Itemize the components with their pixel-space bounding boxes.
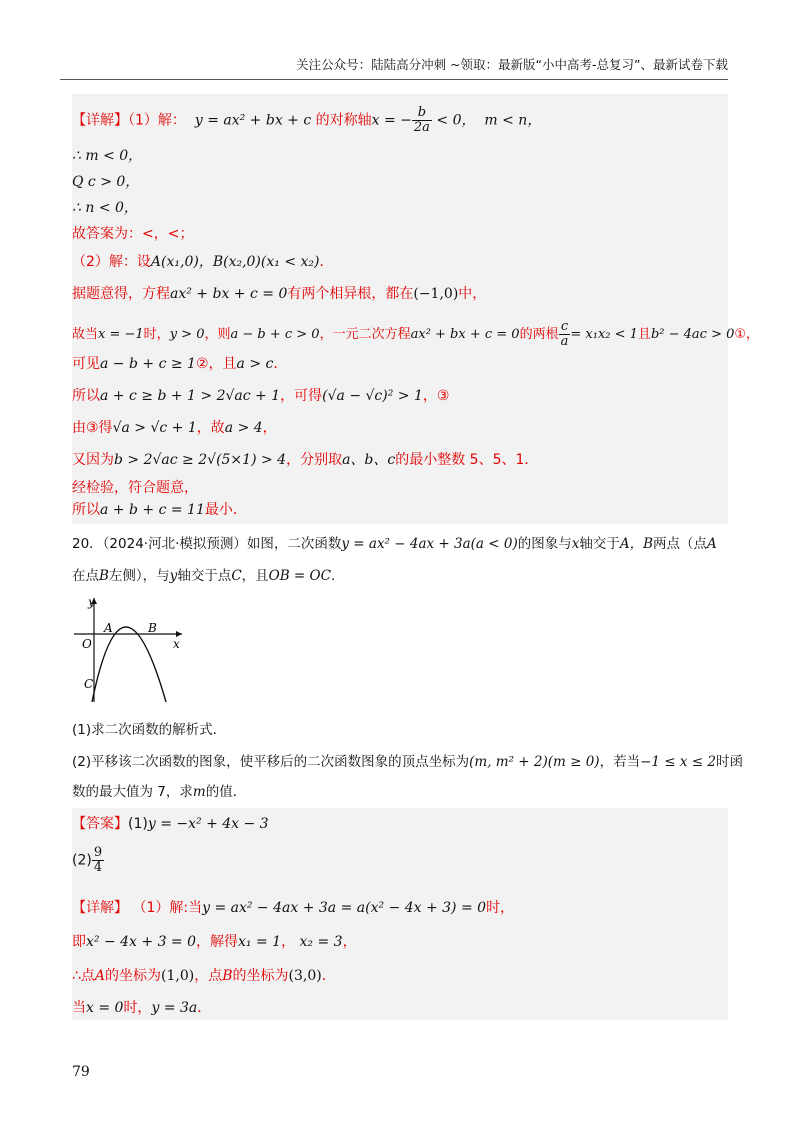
sol2-line-1: 【详解】 （1）解:当y = ax² − 4ax + 3a = a(x² − 4x + 3) = 0时， [72,900,515,916]
graph-label-x: x [173,637,180,651]
sol1-line-11: 由③得√a > √c + 1，故a > 4， [72,420,277,436]
sol1-line-6: （2）解：设A(x₁,0)，B(x₂,0)(x₁ < x₂)． [72,254,334,270]
parabola-graph [70,594,190,706]
graph-label-a: A [104,621,113,635]
sol1-line-9: 可见a − b + c ≥ 1②，且a > c． [72,356,288,372]
graph-label-y: y [88,595,95,609]
graph-label-o: O [82,637,92,651]
sol1-line-14: 所以a + b + c = 11最小． [72,502,247,518]
answer-line-1: 【答案】(1)y = −x² + 4x − 3 [72,816,269,832]
sol1-line-2: ∴ m < 0， [72,148,143,164]
sol1-line-12: 又因为b > 2√ac ≥ 2√(5×1) > 4，分别取a、b、c的最小整数 5、5、1． [72,452,539,468]
sol1-line-5: 故答案为：<，<； [72,226,194,242]
graph-label-b: B [148,621,157,635]
sol2-line-2: 即x² − 4x + 3 = 0，解得x₁ = 1， x₂ = 3， [72,934,357,950]
graph-label-c: C [84,677,94,691]
sol1-line-13: 经检验，符合题意， [72,480,198,496]
parabola-curve [92,627,166,702]
sol1-line-10: 所以a + c ≥ b + 1 > 2√ac + 1，可得(√a − √c)² > 1，③ [72,388,450,404]
part-1: (1)求二次函数的解析式． [72,722,227,738]
sol1-line-8: 故当x = −1时，y > 0，则a − b + c > 0，一元二次方程ax² + bx + c = 0的两根 $\frac{c}{a}$ = x₁x₂ < 1且b² − 4ac > 0①， [72,319,760,349]
question-20-line-2: 在点B左侧），与y轴交于点C，且OB = OC． [72,568,345,584]
sol1-line-1: 【详解】（1）解： y = ax² + bx + c 的对称轴x = − $\frac{b}{2a}$ < 0， m < n， [72,105,542,135]
question-20-line-1: 20．（2024·河北·模拟预测）如图，二次函数y = ax² − 4ax + 3a(a < 0)的图象与x轴交于A，B两点（点A [72,536,717,552]
sol1-line-3: Q c > 0， [72,174,140,190]
sol1-line-7: 据题意得，方程ax² + bx + c = 0有两个相异根，都在(−1,0)中， [72,286,487,302]
page-header: 关注公众号：陆陆高分冲刺 ~领取：最新版“小中高考-总复习”、最新试卷下载 [60,55,728,80]
page-number: 79 [72,1064,90,1080]
part-2-line-2: 数的最大值为 7，求m的值． [72,784,247,800]
sol1-line-4: ∴ n < 0， [72,200,138,216]
answer-line-2: (2) $\frac{9}{4}$ [72,845,103,875]
sol2-line-4: 当x = 0时，y = 3a． [72,1000,212,1016]
sol2-line-3: ∴点A的坐标为(1,0)，点B的坐标为(3,0)． [72,968,336,984]
part-2-line-1: (2)平移该二次函数的图象，使平移后的二次函数图象的顶点坐标为(m, m² + 2)(m ≥ 0)，若当−1 ≤ x ≤ 2时函 [72,754,743,770]
